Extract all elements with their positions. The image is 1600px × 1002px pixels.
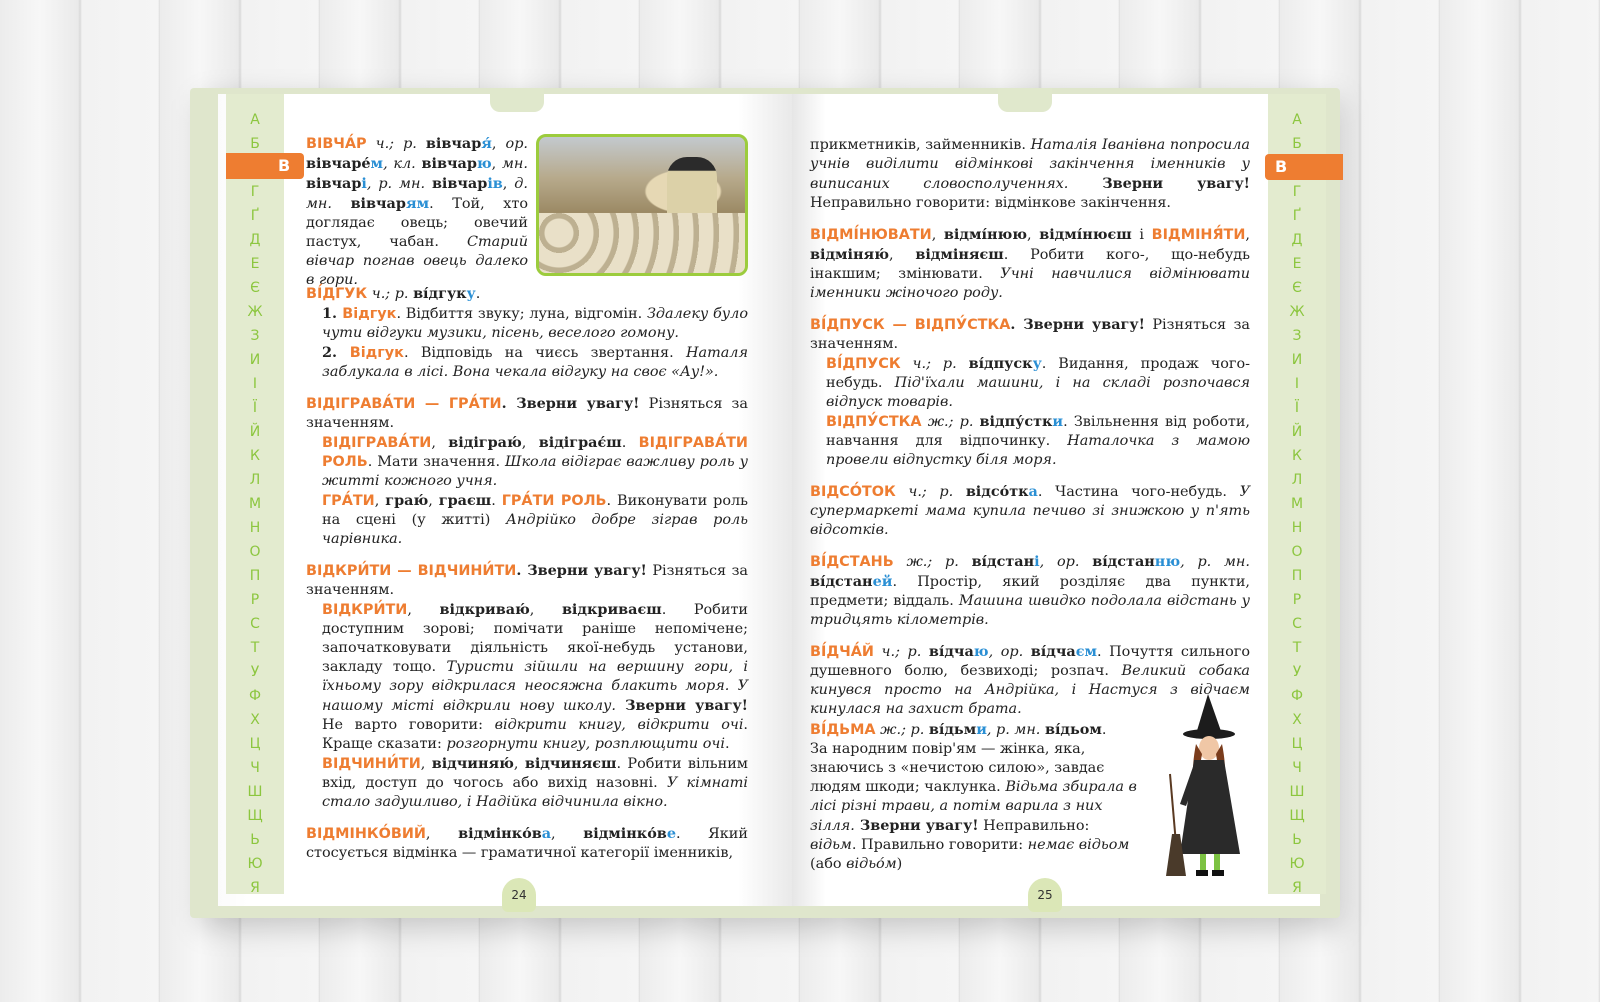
- witch-photo: [1160, 694, 1260, 884]
- grammar-note: , р. мн.: [366, 176, 432, 192]
- word-form: ві́дстан: [1092, 553, 1155, 570]
- page-number-text: 25: [1037, 888, 1053, 902]
- headword: ВІ́ДЬМА: [810, 722, 876, 738]
- alphabet-letter[interactable]: И: [1291, 352, 1303, 368]
- definition: . Почуття сильного душевного болю, безвиході; розпач.: [810, 644, 1250, 679]
- attention-note: . Зверни увагу!: [1010, 316, 1145, 333]
- definition: . Робити вільним вхід, доступ до чогось або вихід назовні.: [322, 756, 748, 791]
- example: Туристи зійшли на вершину гори, і їхньому зору відкрилася неосяжна блакить моря. У нашому місті відкрили нову школу.: [322, 659, 748, 714]
- word-form: відкриваю́: [439, 601, 530, 618]
- grammar-note: , кл.: [383, 156, 422, 172]
- entry-vivchar: [306, 134, 528, 290]
- example: У супермаркеті мама купила печиво зі знижкою у п'ять відсотків.: [810, 484, 1250, 538]
- definition: . Простір, який розділяє два пункти, предмети; віддаль.: [810, 574, 1250, 609]
- word-ending: ей: [872, 573, 893, 590]
- example: відкрити книгу, відкрити очі: [494, 717, 744, 733]
- entry-vidpusk: [810, 315, 1250, 470]
- alphabet-letter[interactable]: Ч: [1292, 760, 1302, 776]
- headword: ВІДМІНЯ́ТИ: [1151, 227, 1246, 243]
- word-form: ві́дча: [928, 643, 974, 660]
- alphabet-letter[interactable]: С: [250, 616, 260, 632]
- alphabet-letter[interactable]: І: [1294, 376, 1300, 392]
- alphabet-letter[interactable]: Б: [1292, 136, 1302, 152]
- grammar-note: , р. мн.: [1180, 554, 1250, 570]
- attention-note: . Зверни увагу!: [501, 395, 640, 412]
- sense-word: ВІДКРИ́ТИ: [322, 602, 408, 618]
- example: відьо́м: [846, 856, 897, 872]
- word-form: вівчар: [431, 175, 488, 192]
- punct: ,: [431, 435, 449, 451]
- alphabet-letter[interactable]: Ж: [247, 304, 263, 320]
- alphabet-letter[interactable]: Ц: [249, 736, 261, 752]
- definition: . Відповідь на чиєсь звертання.: [403, 345, 686, 361]
- example: відьм: [810, 837, 852, 853]
- definition: . Робити доступним зорові; помічати раніше непомічене; започатковувати діяльність якої-небудь установи, закладу тощо.: [322, 602, 748, 675]
- attention-note: Зверни увагу!: [854, 817, 979, 834]
- example: Наталія Іванівна попросила учнів виділити відмінкові закінчення іменників у виписаних словосполученнях.: [810, 137, 1250, 192]
- shepherd-photo: [536, 134, 748, 276]
- definition: . Той, хто доглядає овець; овечий пастух, чабан.: [306, 196, 528, 250]
- word-ending: єм: [1075, 643, 1097, 660]
- alphabet-letter[interactable]: Т: [1292, 640, 1302, 656]
- sense-word: ВІДПУ́СТКА: [826, 414, 922, 430]
- sense-word: ВІ́ДПУСК: [826, 356, 901, 372]
- word-form: вівчар: [421, 155, 477, 172]
- word-form: ві́дгук: [413, 285, 467, 302]
- alphabet-letter[interactable]: Е: [1292, 256, 1302, 272]
- sense-word: ВІДІГРАВА́ТИ РОЛЬ: [322, 435, 748, 470]
- alphabet-letter[interactable]: Х: [1292, 712, 1302, 728]
- grammar-note: ч.; р.: [900, 356, 969, 372]
- word-form: вівчаре́: [306, 155, 371, 172]
- entry-vidhuk: [306, 284, 748, 382]
- alphabet-letter[interactable]: Ґ: [250, 208, 260, 224]
- alphabet-letter[interactable]: К: [250, 448, 260, 464]
- definition: Різняться за значенням.: [306, 563, 748, 598]
- left-page-text: [306, 284, 748, 863]
- punct: .: [475, 286, 481, 302]
- grammar-note: ж.; р.: [875, 722, 929, 738]
- word-form: відіграю́: [448, 434, 522, 451]
- alphabet-letter[interactable]: Ч: [250, 760, 260, 776]
- word-ending: і: [1034, 553, 1040, 570]
- word-form: відіграє́ш: [538, 434, 622, 451]
- word-form: відміняю́: [810, 246, 889, 263]
- punct: .: [724, 736, 730, 752]
- grammar-note: ор.: [505, 136, 528, 152]
- punct: ,: [491, 156, 497, 172]
- word-ending: у: [466, 285, 476, 302]
- word-form: відчиняєш: [524, 755, 617, 772]
- alphabet-letter[interactable]: Р: [250, 592, 260, 608]
- word-ending: ям: [405, 195, 430, 212]
- word-ending: ню: [1154, 553, 1181, 570]
- word-form: ві́дпуск: [968, 355, 1033, 372]
- word-form: відсо́тк: [965, 483, 1029, 500]
- word-ending: ю: [476, 155, 492, 172]
- headword: ВІДМІ́НЮВАТИ: [810, 227, 932, 243]
- alphabet-letter[interactable]: Р: [1292, 592, 1302, 608]
- attention-note: Зверни увагу!: [1068, 175, 1250, 192]
- definition: Різняться за значенням.: [306, 396, 748, 431]
- word-ending: ю: [973, 643, 989, 660]
- sense-word: ВІДЧИНИ́ТИ: [322, 756, 421, 772]
- attention-note: . Зверни увагу!: [516, 562, 647, 579]
- definition: . Звільнення від роботи, навчання для відпочинку.: [826, 414, 1250, 449]
- alphabet-letter[interactable]: Ц: [1291, 736, 1303, 752]
- continued-entry: [810, 136, 1250, 213]
- grammar-note: ч.; р.: [367, 286, 414, 302]
- example: Здалеку було чути відгуки музики, пісень, веселого гомону.: [322, 306, 748, 341]
- word-form: ві́дстан: [971, 553, 1035, 570]
- word-form: відпу́стк: [979, 413, 1053, 430]
- sheep-flock: [539, 213, 745, 273]
- alphabet-letter[interactable]: Ь: [250, 832, 260, 848]
- word-form: відмінко́в: [583, 825, 667, 842]
- definition: . Який стосується відмінка — граматичної категорії іменників,: [306, 826, 748, 861]
- grammar-note: ч.; р.: [895, 484, 966, 500]
- grammar-note: ж.; р.: [893, 554, 972, 570]
- page-number-left: [502, 878, 536, 912]
- sense-word: ВІДІГРАВА́ТИ: [322, 435, 432, 451]
- alphabet-letter[interactable]: М: [248, 496, 262, 512]
- alphabet-letter[interactable]: Л: [249, 472, 261, 488]
- alphabet-letter[interactable]: О: [1291, 544, 1303, 560]
- sense-word: ГРА́ТИ РОЛЬ: [501, 493, 607, 509]
- word-form: граєш: [438, 492, 492, 509]
- alphabet-letter[interactable]: Н: [1291, 520, 1303, 536]
- word-ending: у: [1032, 355, 1042, 372]
- alphabet-letter[interactable]: Х: [250, 712, 260, 728]
- alphabet-letter[interactable]: Д: [1291, 232, 1303, 248]
- word-form: відчиняю́: [431, 755, 514, 772]
- headword: ВІ́ДЧА́Й: [810, 644, 874, 660]
- word-form: ві́дстан: [810, 573, 873, 590]
- definition: прикметників, займенників.: [810, 137, 1031, 153]
- word-ending: і: [361, 175, 367, 192]
- definition: . Правильно говорити:: [851, 837, 1028, 853]
- word-form: відкриваєш: [561, 601, 662, 618]
- alphabet-letter[interactable]: Ф: [1290, 688, 1304, 704]
- grammar-note: ж.; р.: [921, 414, 980, 430]
- alphabet-letter[interactable]: К: [1292, 448, 1302, 464]
- word-ending: м: [370, 155, 384, 172]
- alphabet-letter[interactable]: Я: [250, 880, 260, 896]
- alphabet-letter[interactable]: С: [1292, 616, 1302, 632]
- alphabet-letter[interactable]: И: [249, 352, 261, 368]
- word-form: граю́: [385, 492, 429, 509]
- word-form: ві́дьом: [1044, 721, 1102, 738]
- entry-vidstan: [810, 552, 1250, 630]
- word-form: ві́дьм: [928, 721, 977, 738]
- alphabet-letter[interactable]: Н: [249, 520, 261, 536]
- definition: . Мати значення.: [367, 454, 506, 470]
- headword: ВІ́ДСТАНЬ: [810, 554, 894, 570]
- alphabet-letter[interactable]: М: [1290, 496, 1304, 512]
- definition: . Частина чого-небудь.: [1037, 484, 1240, 500]
- example: немає відьом: [1027, 837, 1130, 853]
- sense-number: 2.: [322, 344, 350, 361]
- word-form: вівчар: [306, 175, 362, 192]
- word-form: відмі́нюю: [943, 226, 1027, 243]
- entry-vidminkovyi: ВІДМІНКО́ВИЙ, відмінко́ва, відмінко́ве. Який стосується відмінка — граматичної категорії іменників,: [306, 825, 748, 861]
- headword: ВІ́ДПУСК — ВІДПУ́СТКА: [810, 317, 1011, 333]
- alphabet-letter[interactable]: Ї: [252, 400, 258, 416]
- word-form: ві́дча: [1030, 643, 1076, 660]
- alphabet-letter[interactable]: Ї: [1294, 400, 1300, 416]
- word-ending: и: [976, 721, 987, 738]
- headword: ВІДІГРАВА́ТИ — ГРА́ТИ: [306, 396, 502, 412]
- definition: Різняться за значенням.: [810, 317, 1250, 352]
- word-ending: е: [666, 825, 676, 842]
- right-section-tab[interactable]: [1265, 154, 1343, 180]
- punct: ,: [521, 435, 539, 451]
- alphabet-letter[interactable]: З: [250, 328, 260, 344]
- entry-vidsotok: [810, 482, 1250, 540]
- word-ending: ів: [487, 175, 503, 192]
- alphabet-letter[interactable]: Е: [250, 256, 260, 272]
- definition: За народним повір'ям — жінка, яка, знаючись з «нечистою силою», завдає людям шкоди; чаклунка.: [810, 741, 1105, 795]
- entry-vidma: ВІ́ДЬМА ж.; р. ві́дьми, р. мн. ві́дьом. За народним повір'ям — жінка, яка, знаючись з «нечистою силою», завдає людям шкоди; чаклунка. Відьма збирала в лісі різні трави, а потім варила з них зілля. Зверни увагу! Неправильно: відьм. Правильно говорити: немає відьом (або відьо́м): [810, 721, 1137, 872]
- sense-word: Відгук: [342, 306, 397, 322]
- word-ending: я́: [481, 135, 492, 152]
- grammar-note: ч.; р.: [366, 136, 426, 152]
- example: Під'їхали машини, і на складі розпочався відпуск товарів.: [826, 375, 1250, 410]
- grammar-note: , р. мн.: [986, 722, 1045, 738]
- right-page-text: [810, 136, 1250, 719]
- example: Великий собака кинувся просто на Андрійка, і Настуся з відчаєм кинулася на захист брата.: [810, 663, 1250, 717]
- alphabet-letter[interactable]: А: [1292, 112, 1302, 128]
- definition: . Видання, продаж чого-небудь.: [826, 356, 1250, 391]
- definition: Неправильно говорити: відмінкове закінчення.: [810, 195, 1171, 211]
- example: розгорнути книгу, розплющити очі: [446, 736, 725, 752]
- left-top-tab: [490, 88, 544, 112]
- entry-vidkryty: ВІДКРИ́ТИ — ВІДЧИНИ́ТИ. Зверни увагу! Різняться за значенням. ВІДКРИ́ТИ, відкриваю́, відкриваєш. Робити доступним зорові; помічати раніше непомічене; започатковувати діяльність якої-небудь установи, закладу тощо. Туристи зійшли на вершину гори, і їхньому зору відкрилася неосяжна блакить моря. У нашому місті відкрили нову школу. Зверни увагу! Не варто говорити: відкрити книгу, відкрити очі. Краще сказати: розгорнути книгу, розплющити очі. ВІДЧИНИ́ТИ, відчиняю́, відчиняєш. Робити вільним вхід, доступ до чогось або вихід назовні. У кімнаті стало задушливо, і Надійка відчинила вікно.: [306, 562, 748, 810]
- punct: ): [896, 856, 903, 872]
- alphabet-letter[interactable]: Ю: [1289, 856, 1305, 872]
- alphabet-letter[interactable]: Д: [249, 232, 261, 248]
- page-number-text: 24: [511, 888, 527, 902]
- alphabet-letter[interactable]: Г: [250, 184, 260, 200]
- sense-word: Відгук: [349, 345, 404, 361]
- alphabet-letter[interactable]: Є: [250, 280, 260, 296]
- entry-vidihravaty: ВІДІГРАВА́ТИ — ГРА́ТИ. Зверни увагу! Різняться за значенням. ВІДІГРАВА́ТИ, відіграю́, відіграє́ш. ВІДІГРАВА́ТИ РОЛЬ. Мати значення. Школа відіграє важливу роль у житті кожного учня. ГРА́ТИ, граю́, граєш. ГРА́ТИ РОЛЬ. Виконувати роль на сцені (у житті) Андрійко добре зіграв роль чарівника.: [306, 395, 749, 547]
- word-ending: а: [541, 825, 552, 842]
- alphabet-letter[interactable]: П: [1291, 568, 1303, 584]
- example: У кімнаті стало задушливо, і Надійка відчинила вікно.: [322, 775, 748, 810]
- alphabet-letter[interactable]: Щ: [247, 808, 263, 824]
- punct: ,: [502, 176, 508, 192]
- example: Машина швидко подолала відстань у тридцять кілометрів.: [810, 593, 1250, 628]
- word-form: відміняєш: [915, 246, 1004, 263]
- alphabet-letter[interactable]: Б: [250, 136, 260, 152]
- headword: ВІ́ДГУК: [306, 286, 368, 302]
- headword: ВІДКРИ́ТИ — ВІДЧИНИ́ТИ: [306, 563, 517, 579]
- conjunction: і: [1131, 227, 1152, 243]
- word-ending: а: [1028, 483, 1038, 500]
- headword: ВІДМІНКО́ВИЙ: [306, 826, 426, 842]
- alphabet-letter[interactable]: У: [250, 664, 260, 680]
- right-top-tab: [998, 88, 1052, 112]
- alphabet-letter[interactable]: Ґ: [1292, 208, 1302, 224]
- page-number-right: [1028, 878, 1062, 912]
- definition: . Краще сказати:: [322, 717, 748, 752]
- alphabet-letter[interactable]: А: [250, 112, 260, 128]
- right-alphabet-index: [1268, 94, 1326, 894]
- grammar-note: д. мн.: [306, 176, 528, 212]
- alphabet-letter[interactable]: Я: [1292, 880, 1302, 896]
- definition: . Робити кого-, що-небудь інакшим; змінювати.: [810, 247, 1250, 282]
- grammar-note: , ор.: [1039, 554, 1093, 570]
- grammar-note: мн.: [502, 156, 528, 172]
- attention-note: Зверни увагу!: [615, 697, 748, 714]
- grammar-note: ч.; р.: [873, 644, 929, 660]
- alphabet-letter[interactable]: Й: [1291, 424, 1303, 440]
- definition: Неправильно:: [978, 818, 1090, 834]
- alphabet-letter[interactable]: Л: [1291, 472, 1303, 488]
- definition: . Виконувати роль на сцені (у житті): [322, 493, 748, 528]
- sense-number: 1.: [322, 305, 343, 322]
- alphabet-letter[interactable]: О: [249, 544, 261, 560]
- definition: . Відбиття звуку; луна, відгомін.: [396, 306, 647, 322]
- headword: ВІДСО́ТОК: [810, 484, 896, 500]
- definition: (або: [810, 856, 847, 872]
- alphabet-letter[interactable]: І: [252, 376, 258, 392]
- example: Школа відіграє важливу роль у житті кожного учня.: [322, 454, 748, 489]
- alphabet-letter[interactable]: Є: [1292, 280, 1302, 296]
- definition: Не варто говорити:: [322, 717, 495, 733]
- example: Андрійко добре зіграв роль чарівника.: [322, 512, 749, 547]
- example: Наталочка з мамою провели відпустку біля моря.: [826, 433, 1250, 468]
- entry-vidchai: [810, 642, 1250, 719]
- alphabet-letter[interactable]: Ш: [247, 784, 263, 800]
- alphabet-letter[interactable]: Ж: [1289, 304, 1305, 320]
- example: Наталя заблукала в лісі. Вона чекала відгуку на своє «Ау!».: [322, 345, 748, 380]
- word-form: вівчар: [425, 135, 482, 152]
- alphabet-letter[interactable]: Т: [250, 640, 260, 656]
- grammar-note: , ор.: [988, 644, 1031, 660]
- entry-vidminiuvaty: ВІДМІ́НЮВАТИ, відмі́нюю, відмі́нюєш і ВІДМІНЯ́ТИ, відміняю́, відміняєш. Робити кого-, що-небудь інакшим; змінювати. Учні навчилися відмінювати іменники жіночого роду.: [810, 226, 1250, 301]
- word-form: відмінко́в: [458, 825, 542, 842]
- word-form: відмі́нюєш: [1039, 226, 1132, 243]
- example: Старий вівчар погнав овець далеко в гори.: [306, 234, 528, 288]
- alphabet-letter[interactable]: Ф: [248, 688, 262, 704]
- example: Учні навчилися відмінювати іменники жіночого роду.: [810, 266, 1250, 301]
- punct: ,: [491, 136, 497, 152]
- punct: .: [621, 435, 639, 451]
- alphabet-letter[interactable]: Ш: [1289, 784, 1305, 800]
- alphabet-letter[interactable]: Ь: [1292, 832, 1302, 848]
- sense-word: ГРА́ТИ: [322, 493, 375, 509]
- alphabet-letter[interactable]: Ю: [247, 856, 263, 872]
- word-ending: и: [1052, 413, 1064, 430]
- word-form: вівчар: [350, 195, 406, 212]
- example: Відьма збирала в лісі різні трави, а потім варила з них зілля.: [810, 779, 1137, 834]
- alphabet-letter[interactable]: Щ: [1289, 808, 1305, 824]
- alphabet-letter[interactable]: З: [1292, 328, 1302, 344]
- alphabet-letter[interactable]: Й: [249, 424, 261, 440]
- section-letter: В: [278, 156, 291, 175]
- section-letter: В: [1275, 157, 1288, 176]
- headword: ВІВЧА́Р: [306, 136, 367, 152]
- alphabet-letter[interactable]: П: [249, 568, 261, 584]
- alphabet-letter[interactable]: У: [1292, 664, 1302, 680]
- left-alphabet-index: [226, 94, 284, 894]
- left-section-tab[interactable]: [226, 153, 304, 179]
- alphabet-letter[interactable]: Г: [1292, 184, 1302, 200]
